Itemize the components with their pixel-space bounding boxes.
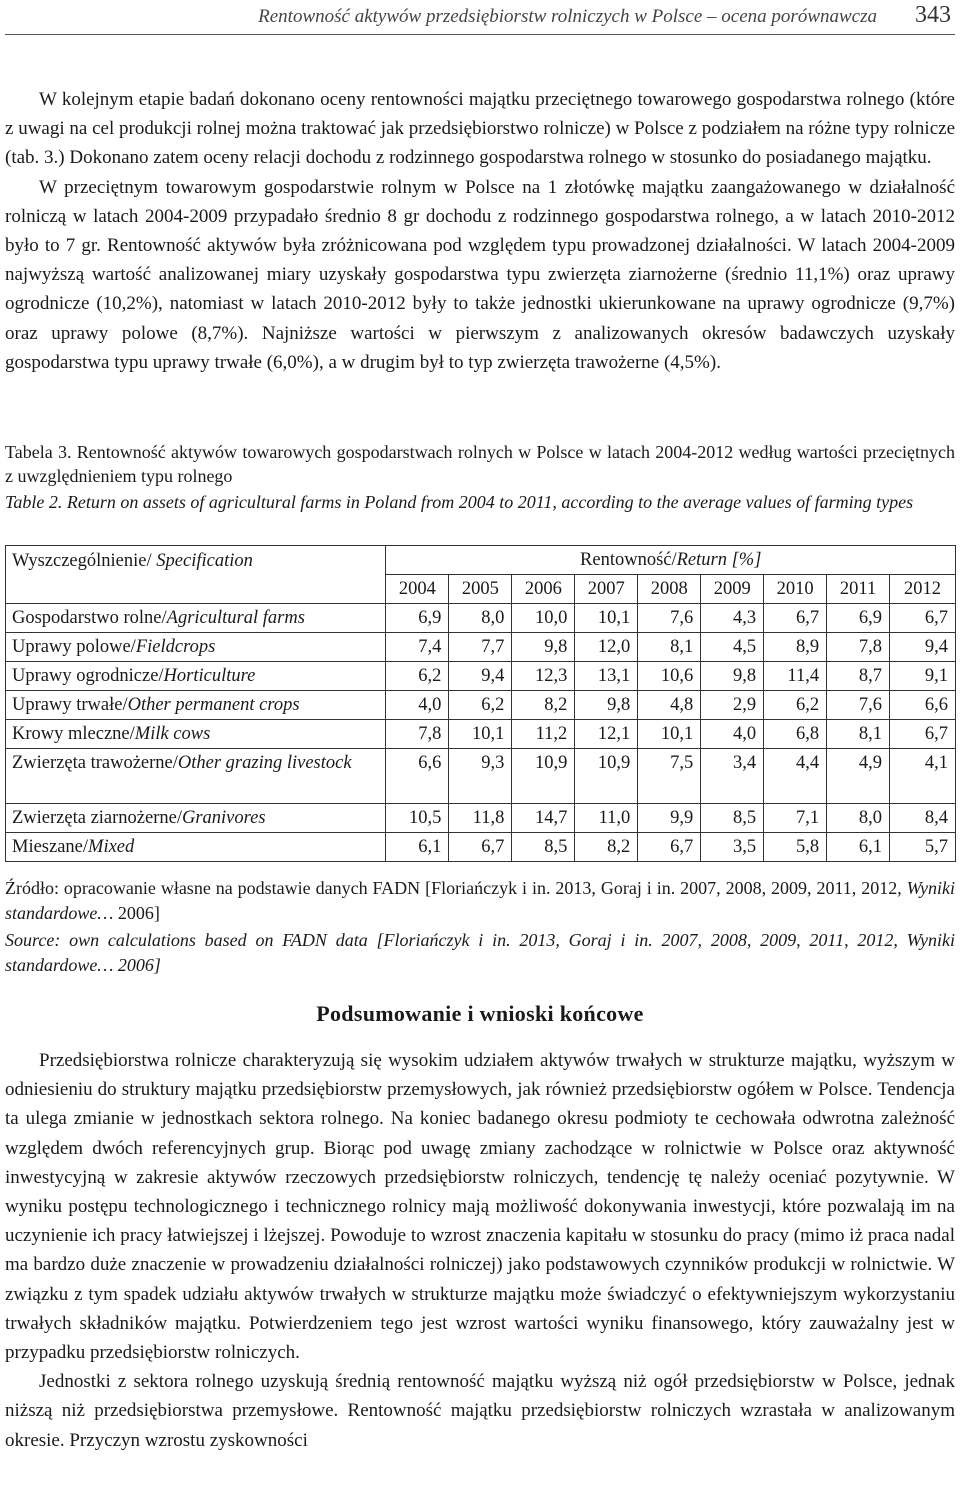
value-cell: 6,6 <box>890 691 956 720</box>
value-cell: 7,7 <box>449 633 512 662</box>
value-cell: 6,9 <box>827 604 890 633</box>
value-cell: 10,0 <box>512 604 575 633</box>
value-cell: 5,7 <box>890 833 956 862</box>
value-cell: 7,4 <box>386 633 449 662</box>
row-label-cell <box>6 833 386 862</box>
value-cell: 9,8 <box>701 662 764 691</box>
value-cell: 7,1 <box>764 804 827 833</box>
running-header <box>5 4 955 35</box>
row-label-en: Agricultural farms <box>166 608 305 628</box>
value-cell: 11,0 <box>575 804 638 833</box>
row-label-en: Other grazing livestock <box>177 753 352 773</box>
value-cell: 4,9 <box>827 749 890 804</box>
row-label-cell <box>6 604 386 633</box>
value-cell: 8,1 <box>638 633 701 662</box>
return-label: Rentowność/ <box>580 550 677 570</box>
value-cell: 4,5 <box>701 633 764 662</box>
value-cell: 6,1 <box>386 833 449 862</box>
return-header-cell <box>386 546 956 575</box>
year-header: 2006 <box>512 575 575 604</box>
value-cell: 9,9 <box>638 804 701 833</box>
year-header: 2005 <box>449 575 512 604</box>
value-cell: 6,2 <box>764 691 827 720</box>
table-row <box>6 833 956 862</box>
row-label-pl: Uprawy polowe/ <box>12 637 136 657</box>
row-label-cell <box>6 804 386 833</box>
table-row <box>6 604 956 633</box>
value-cell: 10,1 <box>575 604 638 633</box>
value-cell: 4,4 <box>764 749 827 804</box>
value-cell: 6,2 <box>386 662 449 691</box>
value-cell: 10,9 <box>575 749 638 804</box>
value-cell: 11,4 <box>764 662 827 691</box>
value-cell: 8,5 <box>701 804 764 833</box>
value-cell: 6,7 <box>890 604 956 633</box>
table-header-row <box>6 546 956 575</box>
value-cell: 12,1 <box>575 720 638 749</box>
value-cell: 11,2 <box>512 720 575 749</box>
value-cell: 4,0 <box>386 691 449 720</box>
value-cell: 8,4 <box>890 804 956 833</box>
year-header: 2011 <box>827 575 890 604</box>
running-title: Rentowność aktywów przedsiębiorstw rolniczych w Polsce – ocena porównawcza <box>258 6 877 27</box>
year-header: 2012 <box>890 575 956 604</box>
value-cell: 7,8 <box>827 633 890 662</box>
value-cell: 2,9 <box>701 691 764 720</box>
intro-section <box>5 85 955 377</box>
value-cell: 10,9 <box>512 749 575 804</box>
value-cell: 6,7 <box>764 604 827 633</box>
value-cell: 10,5 <box>386 804 449 833</box>
value-cell: 6,1 <box>827 833 890 862</box>
return-label-en: Return [%] <box>676 550 762 570</box>
section-title: Podsumowanie i wnioski końcowe <box>316 1001 644 1026</box>
row-label-pl: Mieszane/ <box>12 837 89 857</box>
table-row <box>6 633 956 662</box>
value-cell: 9,8 <box>512 633 575 662</box>
value-cell: 7,6 <box>827 691 890 720</box>
row-label-en: Mixed <box>88 837 135 857</box>
value-cell: 4,8 <box>638 691 701 720</box>
value-cell: 9,4 <box>449 662 512 691</box>
row-label-pl: Krowy mleczne/ <box>12 724 135 744</box>
value-cell: 6,2 <box>449 691 512 720</box>
row-label-cell <box>6 720 386 749</box>
conclusions-paragraph-1: Przedsiębiorstwa rolnicze charakteryzują się wysokim udziałem aktywów trwałych w strukturze majątku, wyższym w odniesieniu do struktury majątku przedsiębiorstw przemysłowych, jak również przedsiębiorstw ogółem w Polsce. Tendencja ta ulega zmianie w jednostkach sektora rolnego. Na koniec badanego okresu podmioty te cechowała odwrotna zależność względem dwóch referencyjnych grup. Biorąc pod uwagę zmiany zachodzące w rolnictwie w Polsce oraz aktywność inwestycyjną w zakresie aktywów rzeczowych przedsiębiorstw rolniczych, tendencję tę należy oceniać pozytywnie. W wyniku postępu technologicznego i technicznego rolnicy mają możliwość dokonywania inwestycji, które pozwalają im na uczynienie ich pracy łatwiejszej i lżejszej. Powoduje to wzrost znaczenia kapitału w stosunku do pracy (mimo iż praca nadal ma bardzo duże znaczenie w prowadzeniu działalności rolniczej) jako podstawowych czynników produkcji w rolnictwie. W związku z tym spadek udziału aktywów trwałych w strukturze majątku może świadczyć o efektywniejszym wykorzystaniu trwałych składników majątku. Potwierdzeniem tego jest wzrost wartości wyniku finansowego, który zauważalny jest w przypadku przedsiębiorstw rolniczych. <box>5 1050 955 1364</box>
value-cell: 6,6 <box>386 749 449 804</box>
value-cell: 7,5 <box>638 749 701 804</box>
spec-label-en: Specification <box>156 551 253 571</box>
value-cell: 9,8 <box>575 691 638 720</box>
table-row <box>6 691 956 720</box>
value-cell: 7,6 <box>638 604 701 633</box>
spec-label: Wyszczególnienie/ <box>12 551 157 571</box>
value-cell: 10,1 <box>638 720 701 749</box>
value-cell: 10,1 <box>449 720 512 749</box>
value-cell: 12,3 <box>512 662 575 691</box>
row-label-pl: Zwierzęta trawożerne/ <box>12 753 178 773</box>
table-caption-en: Table 2. Return on assets of agricultural farms in Poland from 2004 to 2011, according to the average values of farming types <box>5 492 914 512</box>
page-number: 343 <box>915 2 951 28</box>
row-label-en: Fieldcrops <box>135 637 216 657</box>
table-row <box>6 749 956 804</box>
value-cell: 14,7 <box>512 804 575 833</box>
table-row <box>6 720 956 749</box>
value-cell: 3,4 <box>701 749 764 804</box>
value-cell: 4,1 <box>890 749 956 804</box>
year-header: 2004 <box>386 575 449 604</box>
value-cell: 9,3 <box>449 749 512 804</box>
row-label-en: Other permanent crops <box>127 695 300 715</box>
value-cell: 6,7 <box>449 833 512 862</box>
value-cell: 10,6 <box>638 662 701 691</box>
intro-paragraph-2: W przeciętnym towarowym gospodarstwie rolnym w Polsce na 1 złotówkę majątku zaangażowanego w działalność rolniczą w latach 2004-2009 przypadało średnio 8 gr dochodu z rodzinnego gospodarstwa rolnego, a w latach 2010-2012 było to 7 gr. Rentowność aktywów była zróżnicowana pod względem typu prowadzonej działalności. W latach 2004-2009 najwyższą wartość analizowanej miary uzyskały gospodarstwa typu zwierzęta ziarnożerne (średnio 11,1%) oraz uprawy ogrodnicze (10,2%), natomiast w latach 2010-2012 były to także jednostki ukierunkowane na uprawy ogrodnicze (9,7%) oraz uprawy polowe (8,7%). Najniższe wartości w pierwszym z analizowanych okresów badawczych uzyskały gospodarstwa typu uprawy trwałe (6,0%), a w drugim był to typ zwierzęta trawożerne (4,5%). <box>5 176 955 373</box>
value-cell: 8,2 <box>575 833 638 862</box>
source-pl-italic: Wyniki standardowe… <box>5 878 955 923</box>
value-cell: 6,9 <box>386 604 449 633</box>
table-caption-pl: Tabela 3. Rentowność aktywów towarowych gospodarstwach rolnych w Polsce w latach 2004-2012 według wartości przeciętnych z uwzględnieniem typu rolnego <box>5 442 955 486</box>
row-label-cell <box>6 749 386 804</box>
value-cell: 5,8 <box>764 833 827 862</box>
value-cell: 3,5 <box>701 833 764 862</box>
row-label-pl: Zwierzęta ziarnożerne/ <box>12 808 182 828</box>
value-cell: 8,1 <box>827 720 890 749</box>
year-header: 2008 <box>638 575 701 604</box>
conclusions-section <box>5 1046 955 1455</box>
value-cell: 6,7 <box>638 833 701 862</box>
row-label-cell <box>6 633 386 662</box>
year-header: 2009 <box>701 575 764 604</box>
conclusions-paragraph-2: Jednostki z sektora rolnego uzyskują średnią rentowność majątku wyższą niż ogół przedsiębiorstw w Polsce, jednak niższą niż przedsiębiorstwa przemysłowe. Rentowność majątku przedsiębiorstw rolniczych wzrastała w analizowanym okresie. Przyczyn wzrostu zyskowności <box>5 1371 955 1451</box>
row-label-pl: Uprawy trwałe/ <box>12 695 128 715</box>
value-cell: 8,7 <box>827 662 890 691</box>
value-cell: 4,3 <box>701 604 764 633</box>
source-pl-text: Źródło: opracowanie własne na podstawie danych FADN [Floriańczyk i in. 2013, Goraj i in. 2007, 2008, 2009, 2011, 2012, <box>5 878 907 898</box>
value-cell: 6,7 <box>890 720 956 749</box>
value-cell: 8,5 <box>512 833 575 862</box>
table-row <box>6 662 956 691</box>
table-body <box>6 604 956 862</box>
source-note-en: Source: own calculations based on FADN data [Floriańczyk i in. 2013, Goraj i in. 2007, 2008, 2009, 2011, 2012, Wyniki standardowe… 2006] <box>5 930 955 975</box>
value-cell: 4,0 <box>701 720 764 749</box>
value-cell: 8,2 <box>512 691 575 720</box>
year-header: 2007 <box>575 575 638 604</box>
intro-paragraph-1: W kolejnym etapie badań dokonano oceny rentowności majątku przeciętnego towarowego gospodarstwa rolnego (które z uwagi na cel produkcji rolnej można traktować jak przedsiębiorstwo rolnicze) w Polsce z podziałem na różne typy rolnicze (tab. 3.) Dokonano zatem oceny relacji dochodu z rodzinnego gospodarstwa rolnego w stosunko do posiadanego majątku. <box>5 89 955 169</box>
source-note-pl <box>5 876 955 926</box>
value-cell: 8,0 <box>827 804 890 833</box>
value-cell: 8,0 <box>449 604 512 633</box>
value-cell: 11,8 <box>449 804 512 833</box>
value-cell: 9,4 <box>890 633 956 662</box>
table-row <box>6 804 956 833</box>
return-on-assets-table <box>5 545 956 862</box>
spec-header-cell <box>6 546 386 604</box>
value-cell: 9,1 <box>890 662 956 691</box>
value-cell: 6,8 <box>764 720 827 749</box>
value-cell: 12,0 <box>575 633 638 662</box>
row-label-pl: Uprawy ogrodnicze/ <box>12 666 164 686</box>
value-cell: 7,8 <box>386 720 449 749</box>
value-cell: 13,1 <box>575 662 638 691</box>
row-label-en: Milk cows <box>134 724 211 744</box>
row-label-cell <box>6 691 386 720</box>
row-label-cell <box>6 662 386 691</box>
year-header: 2010 <box>764 575 827 604</box>
source-pl-end: 2006] <box>113 903 160 923</box>
value-cell: 8,9 <box>764 633 827 662</box>
row-label-en: Horticulture <box>163 666 256 686</box>
row-label-pl: Gospodarstwo rolne/ <box>12 608 167 628</box>
row-label-en: Granivores <box>181 808 266 828</box>
